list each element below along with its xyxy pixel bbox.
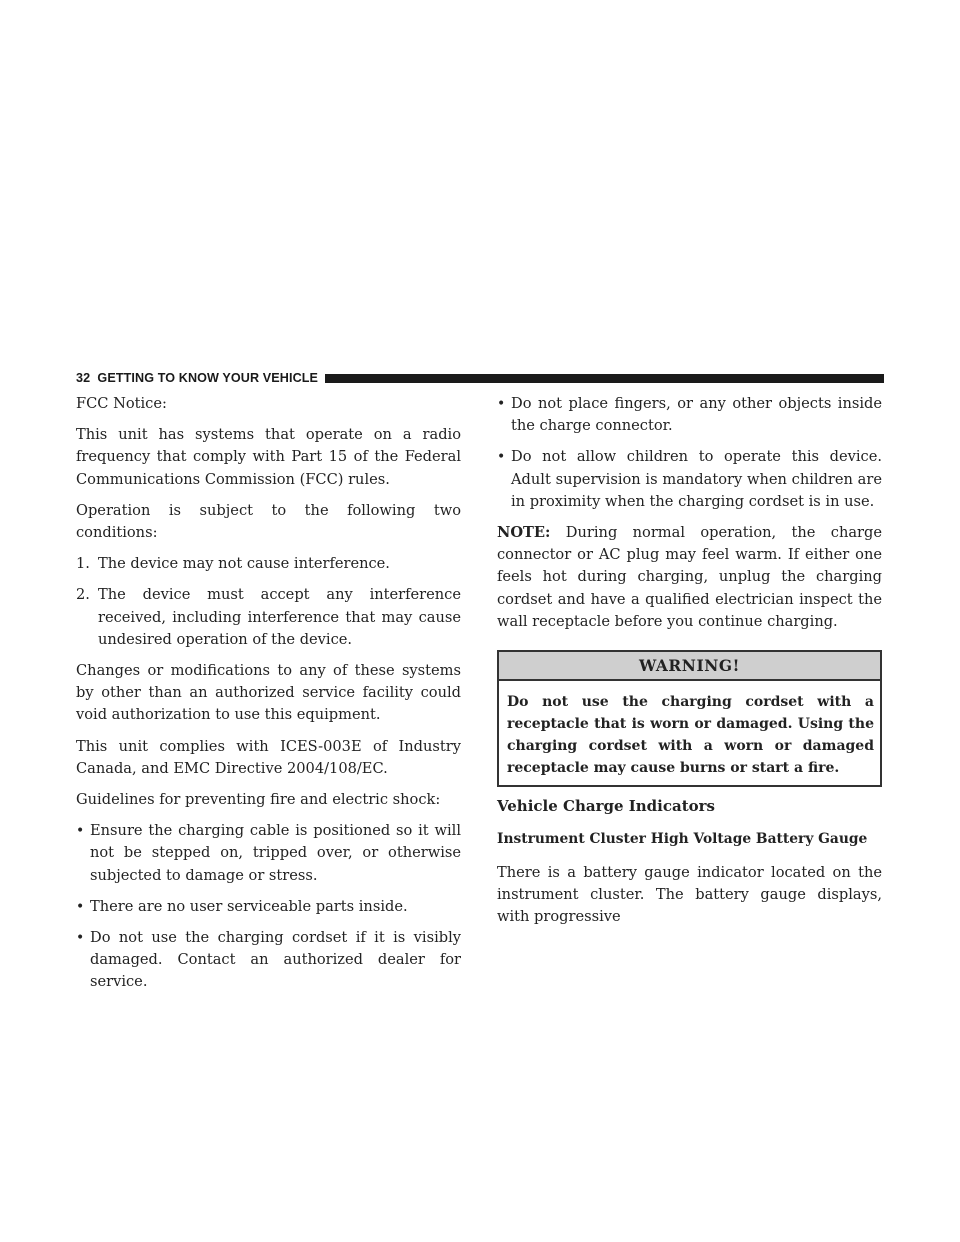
page-number: 32 — [76, 371, 91, 385]
guideline-bullet — [76, 820, 461, 887]
guideline-bullet — [76, 927, 461, 994]
condition-number: 1. — [76, 555, 90, 573]
guideline-text: There are no user serviceable parts inside. — [90, 897, 408, 915]
guideline-text: Ensure the charging cable is positioned so it will not be stepped on, tripped over, or otherwise subjected to damage or stress. — [90, 822, 461, 884]
guideline-bullet — [497, 446, 882, 513]
condition-item — [76, 584, 461, 651]
warning-body: Do not use the charging cordset with a receptacle that is worn or damaged. Using the charging cordset with a worn or damaged receptacle may cause burns or start a fire. — [507, 694, 874, 777]
header-rule — [325, 374, 884, 383]
page-header — [76, 370, 884, 386]
running-header — [76, 371, 318, 385]
ices-compliance-paragraph: This unit complies with ICES-003E of Industry Canada, and EMC Directive 2004/108/EC. — [76, 737, 461, 777]
warning-title: WARNING! — [499, 652, 880, 681]
battery-gauge-paragraph: There is a battery gauge indicator located on the instrument cluster. The battery gauge displays, with progressive — [497, 863, 882, 926]
warning-box — [497, 650, 882, 787]
bullet-icon: • — [497, 449, 506, 466]
modifications-paragraph: Changes or modifications to any of these systems by other than an authorized service facility could void authorization to use this equipment. — [76, 662, 461, 724]
note-paragraph — [497, 522, 882, 633]
guideline-text: Do not place fingers, or any other objects inside the charge connector. — [511, 395, 882, 435]
guideline-bullet — [497, 393, 882, 437]
bullet-icon: • — [76, 898, 85, 915]
section-title: GETTING TO KNOW YOUR VEHICLE — [97, 371, 319, 385]
right-column — [497, 393, 882, 937]
conditions-intro: Operation is subject to the following two conditions: — [76, 501, 461, 542]
fcc-notice-label: FCC Notice: — [76, 395, 167, 412]
condition-item — [76, 553, 461, 575]
left-column — [76, 393, 461, 1003]
bullet-icon: • — [76, 823, 85, 840]
condition-number: 2. — [76, 586, 90, 604]
note-text: During normal operation, the charge connector or AC plug may feel warm. If either one feels hot during charging, unplug the charging cordset and have a qualified electrician inspect the wall receptacle before you continue charging. — [497, 524, 882, 630]
guideline-text: Do not use the charging cordset if it is visibly damaged. Contact an authorized dealer for service. — [90, 929, 461, 991]
condition-text: The device must accept any interference received, including interference that may cause undesired operation of the device. — [98, 586, 461, 648]
note-label: NOTE: — [497, 524, 551, 542]
condition-text: The device may not cause interference. — [98, 555, 390, 573]
section-heading: Vehicle Charge Indicators — [497, 797, 715, 816]
guideline-text: Do not allow children to operate this device. Adult supervision is mandatory when children are in proximity when the charging cordset is in use. — [511, 448, 882, 510]
bullet-icon: • — [497, 396, 506, 412]
fcc-compliance-paragraph: This unit has systems that operate on a radio frequency that comply with Part 15 of the Federal Communications Commission (FCC) rules. — [76, 426, 461, 488]
sub-heading: Instrument Cluster High Voltage Battery Gauge — [497, 831, 868, 848]
bullet-icon: • — [76, 930, 85, 947]
guidelines-intro: Guidelines for preventing fire and electric shock: — [76, 791, 441, 809]
guideline-bullet — [76, 896, 461, 918]
